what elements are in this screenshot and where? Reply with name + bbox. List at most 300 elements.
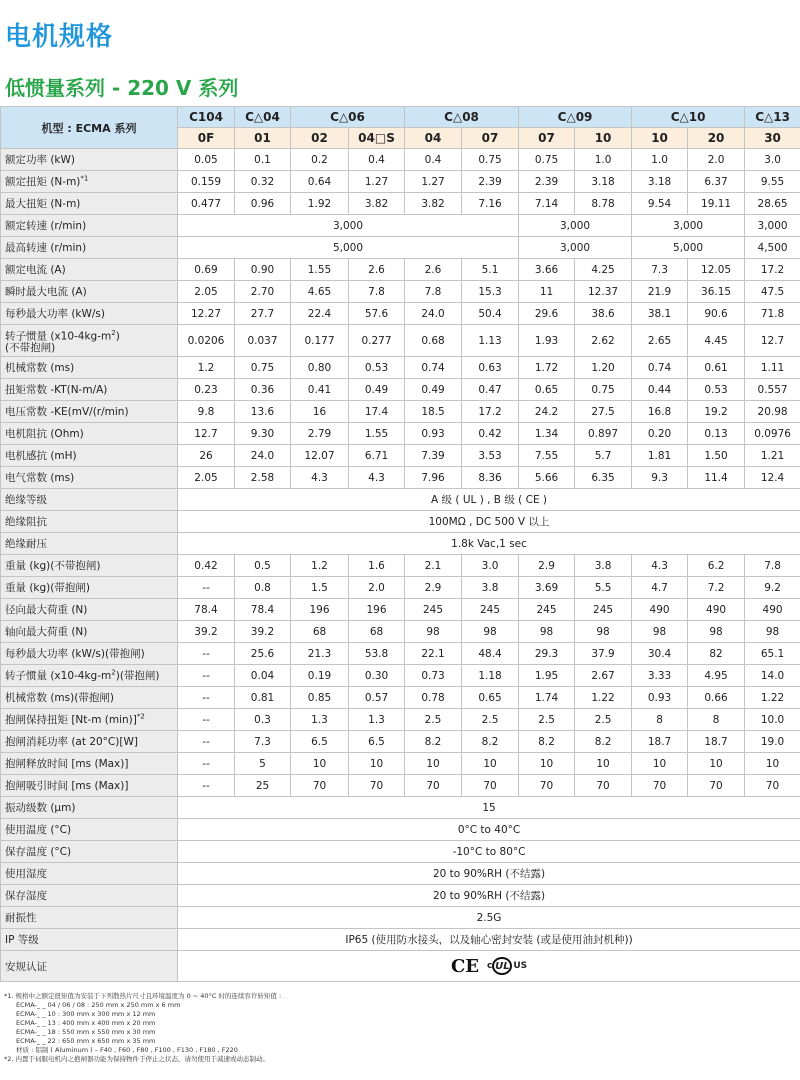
row-label xyxy=(1,797,178,819)
series-subtitle: 低惯量系列 - 220 V 系列 xyxy=(5,76,239,100)
table-cell: 24.0 xyxy=(235,445,291,467)
footnote: *1. 规格中之额定扭矩值为安装于下列散热片尺寸且环境温度为 0 ~ 40°C 时的连续容许转矩值 : xyxy=(4,992,282,1000)
table-cell: 98 xyxy=(462,621,519,643)
row-label xyxy=(1,259,178,281)
table-cell: 0.32 xyxy=(235,171,291,193)
table-cell: 2.39 xyxy=(462,171,519,193)
motor-spec-table xyxy=(0,106,800,982)
ce-mark-icon: CE xyxy=(450,955,479,977)
table-cell: 3.18 xyxy=(575,171,632,193)
table-cell: 9.8 xyxy=(178,401,235,423)
table-cell: -- xyxy=(178,687,235,709)
code-header: 04 xyxy=(405,128,462,149)
table-cell: 3,000 xyxy=(519,237,632,259)
table-cell: 70 xyxy=(575,775,632,797)
table-cell: 0.41 xyxy=(291,379,349,401)
table-cell: 0.3 xyxy=(235,709,291,731)
group-header: C104 xyxy=(178,107,235,128)
table-cell: 9.3 xyxy=(632,467,688,489)
footnotes xyxy=(4,992,794,1064)
table-cell: 0.65 xyxy=(462,687,519,709)
table-cell: 21.9 xyxy=(632,281,688,303)
table-cell: -- xyxy=(178,665,235,687)
row-label xyxy=(1,193,178,215)
table-cell: 2.70 xyxy=(235,281,291,303)
table-cell: 16.8 xyxy=(632,401,688,423)
table-row xyxy=(1,445,800,467)
row-label-text: 保存湿度 xyxy=(5,890,47,902)
table-cell: 3.82 xyxy=(349,193,405,215)
row-label xyxy=(1,467,178,489)
row-label-tail: ) xyxy=(115,330,120,343)
table-cell: 8.2 xyxy=(462,731,519,753)
table-cell: 0.68 xyxy=(405,325,462,357)
ul-us-text: US xyxy=(513,961,528,971)
table-cell: 12.27 xyxy=(178,303,235,325)
table-cell: 7.96 xyxy=(405,467,462,489)
row-label xyxy=(1,149,178,171)
table-cell: 15.3 xyxy=(462,281,519,303)
table-cell: 13.6 xyxy=(235,401,291,423)
table-cell: 0.80 xyxy=(291,357,349,379)
table-cell: 6.37 xyxy=(688,171,745,193)
row-label xyxy=(1,709,178,731)
table-cell: 0.53 xyxy=(349,357,405,379)
table-cell: 0.63 xyxy=(462,357,519,379)
row-label-text: 轴向最大荷重 (N) xyxy=(5,626,88,638)
table-cell: 9.30 xyxy=(235,423,291,445)
row-label-text: 扭矩常数 -KT(N-m/A) xyxy=(5,384,108,396)
table-cell: 25 xyxy=(235,775,291,797)
row-label xyxy=(1,687,178,709)
code-header: 10 xyxy=(575,128,632,149)
spec-body xyxy=(1,149,800,951)
table-row xyxy=(1,709,800,731)
table-cell: IP65 (使用防水接头，以及轴心密封安装 (或是使用油封机种)) xyxy=(178,929,800,951)
table-cell: 3,000 xyxy=(632,215,745,237)
table-row xyxy=(1,907,800,929)
table-cell: 0.897 xyxy=(575,423,632,445)
table-cell: 18.7 xyxy=(632,731,688,753)
table-cell: 70 xyxy=(688,775,745,797)
table-cell: 100MΩ , DC 500 V 以上 xyxy=(178,511,800,533)
table-row xyxy=(1,325,800,357)
table-row xyxy=(1,215,800,237)
table-cell: 3.82 xyxy=(405,193,462,215)
table-cell: 0.36 xyxy=(235,379,291,401)
table-cell: 18.7 xyxy=(688,731,745,753)
table-row xyxy=(1,423,800,445)
row-label-text: 每秒最大功率 (kW/s)(带抱闸) xyxy=(5,648,145,660)
group-header: C△13 xyxy=(745,107,800,128)
row-label xyxy=(1,599,178,621)
table-cell: 17.4 xyxy=(349,401,405,423)
table-cell: 5 xyxy=(235,753,291,775)
table-cell: 2.5 xyxy=(519,709,575,731)
row-label xyxy=(1,621,178,643)
table-cell: 3.66 xyxy=(519,259,575,281)
table-cell: 1.95 xyxy=(519,665,575,687)
table-cell: 22.1 xyxy=(405,643,462,665)
table-cell: 39.2 xyxy=(178,621,235,643)
table-cell: 14.0 xyxy=(745,665,800,687)
table-cell: 4.3 xyxy=(349,467,405,489)
table-cell: 8.2 xyxy=(519,731,575,753)
footnote: *2. 内置于伺服电机内之抱闸器功能为保持物件于停止之状态，请勿使用于减速或动态制动。 xyxy=(4,1055,270,1063)
table-row xyxy=(1,379,800,401)
row-label-text: 保存温度 (°C) xyxy=(5,846,72,858)
table-cell: 2.05 xyxy=(178,467,235,489)
table-cell: 1.8k Vac,1 sec xyxy=(178,533,800,555)
table-cell: 0.1 xyxy=(235,149,291,171)
table-cell: 1.21 xyxy=(745,445,800,467)
table-cell: 70 xyxy=(462,775,519,797)
table-cell: -- xyxy=(178,775,235,797)
table-cell: 0.49 xyxy=(349,379,405,401)
row-label-text: 重量 (kg)(带抱闸) xyxy=(5,582,90,594)
table-cell: 2.67 xyxy=(575,665,632,687)
table-cell: 0.93 xyxy=(405,423,462,445)
table-cell: 0.73 xyxy=(405,665,462,687)
table-cell: 98 xyxy=(405,621,462,643)
table-cell: 29.6 xyxy=(519,303,575,325)
row-label xyxy=(1,907,178,929)
table-cell: 3,000 xyxy=(178,215,519,237)
table-cell: 7.14 xyxy=(519,193,575,215)
row-label-text: 振动级数 (μm) xyxy=(5,802,76,814)
row-label xyxy=(1,555,178,577)
table-cell: 3.53 xyxy=(462,445,519,467)
table-cell: 65.1 xyxy=(745,643,800,665)
row-label-text: 重量 (kg)(不带抱闸) xyxy=(5,560,101,572)
row-label xyxy=(1,325,178,357)
table-cell: 5,000 xyxy=(632,237,745,259)
row-label-text: 使用湿度 xyxy=(5,868,47,880)
table-cell: 2.6 xyxy=(349,259,405,281)
table-cell: 0.4 xyxy=(405,149,462,171)
row-label xyxy=(1,775,178,797)
row-label-text: 径向最大荷重 (N) xyxy=(5,604,88,616)
code-header: 01 xyxy=(235,128,291,149)
table-cell: 0.0206 xyxy=(178,325,235,357)
row-label xyxy=(1,511,178,533)
table-cell: 78.4 xyxy=(235,599,291,621)
row-label xyxy=(1,423,178,445)
table-cell: -- xyxy=(178,709,235,731)
table-cell: 2.58 xyxy=(235,467,291,489)
group-header: C△06 xyxy=(291,107,405,128)
footnote: ECMA-_ _ 13 : 400 mm x 400 mm x 20 mm xyxy=(16,1019,156,1027)
table-cell: 12.37 xyxy=(575,281,632,303)
footnote: ECMA-_ _ 22 : 650 mm x 650 mm x 35 mm xyxy=(16,1037,156,1045)
table-cell: 5.5 xyxy=(575,577,632,599)
table-cell: 2.62 xyxy=(575,325,632,357)
table-cell: 8.2 xyxy=(575,731,632,753)
table-cell: 0.64 xyxy=(291,171,349,193)
table-cell: 12.07 xyxy=(291,445,349,467)
table-cell: 98 xyxy=(745,621,800,643)
table-row xyxy=(1,885,800,907)
table-cell: 0.74 xyxy=(405,357,462,379)
table-row xyxy=(1,281,800,303)
table-cell: 17.2 xyxy=(745,259,800,281)
footnote: 材质 : 铝制 ( Aluminum ) – F40 , F60 , F80 , F100 , F130 , F180 , F220 xyxy=(16,1046,238,1054)
row-label xyxy=(1,885,178,907)
table-cell: 1.3 xyxy=(349,709,405,731)
code-header: 02 xyxy=(291,128,349,149)
table-cell: 0.477 xyxy=(178,193,235,215)
row-label-text: 绝缘等级 xyxy=(5,494,47,506)
row-label-text: 抱闸释放时间 [ms (Max)] xyxy=(5,758,129,770)
table-cell: 2.9 xyxy=(405,577,462,599)
table-cell: 68 xyxy=(349,621,405,643)
table-cell: 0.557 xyxy=(745,379,800,401)
table-cell: 4.3 xyxy=(291,467,349,489)
table-cell: 24.2 xyxy=(519,401,575,423)
table-cell: 0.75 xyxy=(462,149,519,171)
table-cell: 7.8 xyxy=(745,555,800,577)
table-cell: 0.75 xyxy=(235,357,291,379)
table-cell: 20 to 90%RH (不结露) xyxy=(178,863,800,885)
table-cell: 0.177 xyxy=(291,325,349,357)
row-label-text: 额定电流 (A) xyxy=(5,264,66,276)
table-cell: 53.8 xyxy=(349,643,405,665)
table-cell: 78.4 xyxy=(178,599,235,621)
row-label xyxy=(1,533,178,555)
table-cell: A 级 ( UL ) , B 级 ( CE ) xyxy=(178,489,800,511)
table-cell: 0.57 xyxy=(349,687,405,709)
table-cell: 2.05 xyxy=(178,281,235,303)
table-cell: 39.2 xyxy=(235,621,291,643)
group-header: C△08 xyxy=(405,107,519,128)
table-cell: 11.4 xyxy=(688,467,745,489)
table-cell: 2.1 xyxy=(405,555,462,577)
table-row xyxy=(1,929,800,951)
table-cell: 2.65 xyxy=(632,325,688,357)
table-cell: 0°C to 40°C xyxy=(178,819,800,841)
code-header: 07 xyxy=(519,128,575,149)
model-header: 机型 : ECMA 系列 xyxy=(1,107,178,149)
table-cell: 7.8 xyxy=(349,281,405,303)
table-cell: 7.2 xyxy=(688,577,745,599)
row-label-text: 绝缘阻抗 xyxy=(5,516,47,528)
table-cell: 50.4 xyxy=(462,303,519,325)
table-cell: 1.22 xyxy=(575,687,632,709)
table-cell: 19.2 xyxy=(688,401,745,423)
table-cell: 71.8 xyxy=(745,303,800,325)
row-label-text: 电压常数 -KE(mV/(r/min) xyxy=(5,406,129,418)
table-cell: 6.5 xyxy=(349,731,405,753)
table-cell: 1.13 xyxy=(462,325,519,357)
table-cell: 38.6 xyxy=(575,303,632,325)
table-cell: 29.3 xyxy=(519,643,575,665)
table-cell: 6.2 xyxy=(688,555,745,577)
table-cell: 0.96 xyxy=(235,193,291,215)
table-cell: -- xyxy=(178,753,235,775)
table-cell: 2.5 xyxy=(462,709,519,731)
table-cell: 10 xyxy=(632,753,688,775)
row-label-text: 绝缘耐压 xyxy=(5,538,47,550)
table-cell: 2.5 xyxy=(575,709,632,731)
table-row xyxy=(1,819,800,841)
row-label-sup: *2 xyxy=(136,712,145,721)
table-cell: 36.15 xyxy=(688,281,745,303)
row-label-sup: 2 xyxy=(111,328,116,337)
table-row xyxy=(1,577,800,599)
table-cell: 8.2 xyxy=(405,731,462,753)
table-cell: 7.39 xyxy=(405,445,462,467)
table-row xyxy=(1,467,800,489)
table-cell: 20 to 90%RH (不结露) xyxy=(178,885,800,907)
table-cell: 0.69 xyxy=(178,259,235,281)
table-cell: 0.75 xyxy=(575,379,632,401)
table-cell: 70 xyxy=(745,775,800,797)
table-cell: 7.55 xyxy=(519,445,575,467)
table-cell: 4.7 xyxy=(632,577,688,599)
table-cell: 3.69 xyxy=(519,577,575,599)
row-label-text: 使用温度 (°C) xyxy=(5,824,72,836)
row-label xyxy=(1,753,178,775)
table-cell: 3.18 xyxy=(632,171,688,193)
table-cell: -- xyxy=(178,643,235,665)
table-cell: 196 xyxy=(349,599,405,621)
table-cell: 27.5 xyxy=(575,401,632,423)
table-cell: 70 xyxy=(291,775,349,797)
table-cell: 1.2 xyxy=(178,357,235,379)
table-cell: 3.8 xyxy=(462,577,519,599)
table-cell: 30.4 xyxy=(632,643,688,665)
table-cell: 10 xyxy=(405,753,462,775)
table-cell: 3.0 xyxy=(462,555,519,577)
table-cell: 10 xyxy=(519,753,575,775)
footnote: ECMA-_ _ 18 : 550 mm x 550 mm x 30 mm xyxy=(16,1028,156,1036)
table-row xyxy=(1,621,800,643)
ul-mark-icon xyxy=(487,957,527,975)
table-cell: 10.0 xyxy=(745,709,800,731)
table-row xyxy=(1,489,800,511)
table-cell: 1.22 xyxy=(745,687,800,709)
table-row xyxy=(1,149,800,171)
table-cell: 37.9 xyxy=(575,643,632,665)
table-cell: 0.05 xyxy=(178,149,235,171)
table-cell: 47.5 xyxy=(745,281,800,303)
page-title: 电机规格 xyxy=(5,22,114,52)
table-cell: 4.25 xyxy=(575,259,632,281)
table-cell: 0.42 xyxy=(462,423,519,445)
row-label-text: IP 等级 xyxy=(5,934,39,946)
table-cell: 4.95 xyxy=(688,665,745,687)
table-cell: 0.30 xyxy=(349,665,405,687)
table-cell: 0.0976 xyxy=(745,423,800,445)
table-cell: 12.7 xyxy=(745,325,800,357)
row-label xyxy=(1,303,178,325)
table-cell: 0.037 xyxy=(235,325,291,357)
table-cell: 4.3 xyxy=(632,555,688,577)
table-row xyxy=(1,951,800,982)
row-label: 安规认证 xyxy=(1,951,178,982)
table-cell: 0.42 xyxy=(178,555,235,577)
table-cell: 0.4 xyxy=(349,149,405,171)
table-cell: 0.19 xyxy=(291,665,349,687)
row-label xyxy=(1,357,178,379)
table-cell: 1.93 xyxy=(519,325,575,357)
table-cell: 6.5 xyxy=(291,731,349,753)
table-cell: 0.65 xyxy=(519,379,575,401)
table-cell: 0.85 xyxy=(291,687,349,709)
table-cell: 15 xyxy=(178,797,800,819)
table-cell: 7.3 xyxy=(632,259,688,281)
table-cell: 1.5 xyxy=(291,577,349,599)
table-cell: 0.2 xyxy=(291,149,349,171)
table-cell: 1.50 xyxy=(688,445,745,467)
row-label xyxy=(1,237,178,259)
table-cell: 0.20 xyxy=(632,423,688,445)
table-cell: 0.277 xyxy=(349,325,405,357)
table-row xyxy=(1,555,800,577)
row-label-text: 机械常数 (ms)(带抱闸) xyxy=(5,692,114,704)
table-cell: 10 xyxy=(462,753,519,775)
row-label-text: 额定扭矩 (N-m) xyxy=(5,176,81,188)
table-cell: 1.72 xyxy=(519,357,575,379)
table-cell: 10 xyxy=(349,753,405,775)
table-cell: 1.34 xyxy=(519,423,575,445)
row-label-text: 转子惯量 (x10-4kg-m xyxy=(5,330,112,343)
row-label-text: 最高转速 (r/min) xyxy=(5,242,87,254)
table-cell: 21.3 xyxy=(291,643,349,665)
table-cell: 57.6 xyxy=(349,303,405,325)
ul-circle: UL xyxy=(492,957,512,975)
code-header: 30 xyxy=(745,128,800,149)
table-cell: 38.1 xyxy=(632,303,688,325)
table-cell: 25.6 xyxy=(235,643,291,665)
table-cell: 0.8 xyxy=(235,577,291,599)
table-cell: 19.11 xyxy=(688,193,745,215)
table-cell: 0.49 xyxy=(405,379,462,401)
table-cell: 245 xyxy=(575,599,632,621)
row-label-sup: *1 xyxy=(80,174,89,183)
row-label xyxy=(1,171,178,193)
table-cell: 12.05 xyxy=(688,259,745,281)
table-cell: 0.78 xyxy=(405,687,462,709)
table-cell: 1.3 xyxy=(291,709,349,731)
table-cell: 12.7 xyxy=(178,423,235,445)
table-cell: 70 xyxy=(632,775,688,797)
table-row xyxy=(1,731,800,753)
table-row xyxy=(1,687,800,709)
row-label xyxy=(1,731,178,753)
table-cell: 10 xyxy=(291,753,349,775)
table-cell: 0.93 xyxy=(632,687,688,709)
table-cell: 1.11 xyxy=(745,357,800,379)
table-cell: 70 xyxy=(519,775,575,797)
table-cell: 22.4 xyxy=(291,303,349,325)
row-label xyxy=(1,281,178,303)
row-label-text: 额定功率 (kW) xyxy=(5,154,75,166)
table-cell: 10 xyxy=(745,753,800,775)
table-cell: 6.35 xyxy=(575,467,632,489)
code-header: 20 xyxy=(688,128,745,149)
table-cell: 5.7 xyxy=(575,445,632,467)
footnote: ECMA-_ _ 04 / 06 / 08 : 250 mm x 250 mm x 6 mm xyxy=(16,1001,181,1009)
table-cell: 245 xyxy=(519,599,575,621)
code-header: 10 xyxy=(632,128,688,149)
table-row xyxy=(1,193,800,215)
table-cell: -10°C to 80°C xyxy=(178,841,800,863)
table-cell: 3,000 xyxy=(519,215,632,237)
table-cell: 7.8 xyxy=(405,281,462,303)
table-cell: 1.0 xyxy=(632,149,688,171)
table-cell: 8.36 xyxy=(462,467,519,489)
